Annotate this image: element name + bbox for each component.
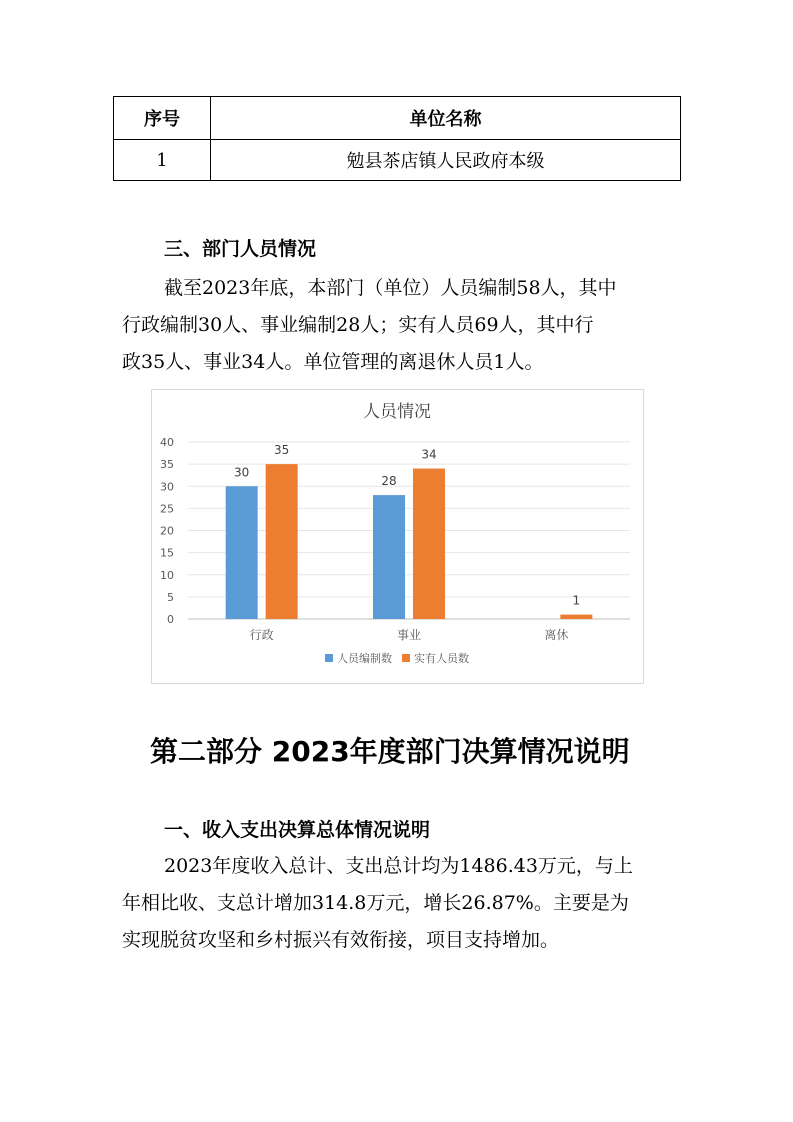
paragraph-line: 截至2023年底，本部门（单位）人员编制58人，其中 bbox=[164, 277, 617, 299]
section3-paragraph bbox=[164, 270, 617, 307]
table-header-row bbox=[114, 97, 681, 140]
table-row bbox=[114, 140, 681, 181]
unit-table bbox=[113, 96, 681, 181]
data-label: 35 bbox=[274, 443, 290, 458]
table-header-index: 序号 bbox=[114, 97, 211, 140]
x-tick-label: 行政 bbox=[249, 628, 274, 642]
table-header-unit-name: 单位名称 bbox=[211, 97, 681, 140]
paragraph-line: 行政编制30人、事业编制28人；实有人员69人，其中行 bbox=[122, 314, 594, 336]
section1-heading: 一、收入支出决算总体情况说明 bbox=[164, 819, 431, 841]
table-cell-unit-name: 勉县茶店镇人民政府本级 bbox=[211, 140, 681, 181]
legend-label: 人员编制数 bbox=[337, 652, 392, 665]
legend-swatch bbox=[402, 654, 410, 662]
section1-paragraph-cont bbox=[122, 885, 629, 959]
y-tick-label: 20 bbox=[160, 524, 174, 538]
data-label: 34 bbox=[421, 447, 437, 462]
y-tick-label: 40 bbox=[160, 436, 174, 449]
x-tick-label: 离休 bbox=[544, 628, 569, 642]
personnel-chart bbox=[151, 389, 644, 684]
paragraph-line: 政35人、事业34人。单位管理的离退休人员1人。 bbox=[122, 351, 544, 373]
y-tick-label: 15 bbox=[160, 546, 174, 560]
x-tick-label: 事业 bbox=[396, 628, 422, 642]
bar bbox=[413, 469, 445, 619]
paragraph-line: 年相比收、支总计增加314.8万元，增长26.87%。主要是为 bbox=[122, 892, 629, 914]
bar bbox=[226, 486, 258, 619]
bar bbox=[373, 495, 405, 619]
legend-swatch bbox=[325, 654, 333, 662]
paragraph-line: 2023年度收入总计、支出总计均为1486.43万元，与上 bbox=[164, 855, 633, 877]
paragraph-line: 实现脱贫攻坚和乡村振兴有效衔接，项目支持增加。 bbox=[122, 929, 560, 951]
data-label: 28 bbox=[381, 474, 397, 489]
section1-paragraph bbox=[164, 848, 633, 885]
chart-title: 人员情况 bbox=[363, 402, 431, 422]
section3-paragraph-cont bbox=[122, 307, 594, 381]
y-tick-label: 0 bbox=[167, 613, 174, 626]
data-label: 30 bbox=[234, 465, 250, 480]
table-cell-index: 1 bbox=[114, 140, 211, 181]
legend-label: 实有人员数 bbox=[414, 652, 469, 665]
y-tick-label: 30 bbox=[160, 480, 174, 494]
bar bbox=[560, 615, 592, 619]
y-tick-label: 25 bbox=[160, 502, 174, 516]
y-tick-label: 35 bbox=[160, 458, 174, 472]
bar bbox=[266, 464, 298, 619]
y-tick-label: 5 bbox=[167, 590, 174, 604]
data-label: 1 bbox=[572, 593, 581, 608]
chart-svg bbox=[152, 390, 643, 683]
part2-heading: 第二部分 2023年度部门决算情况说明 bbox=[150, 735, 630, 768]
section3-heading: 三、部门人员情况 bbox=[164, 238, 317, 260]
y-tick-label: 10 bbox=[160, 568, 174, 582]
